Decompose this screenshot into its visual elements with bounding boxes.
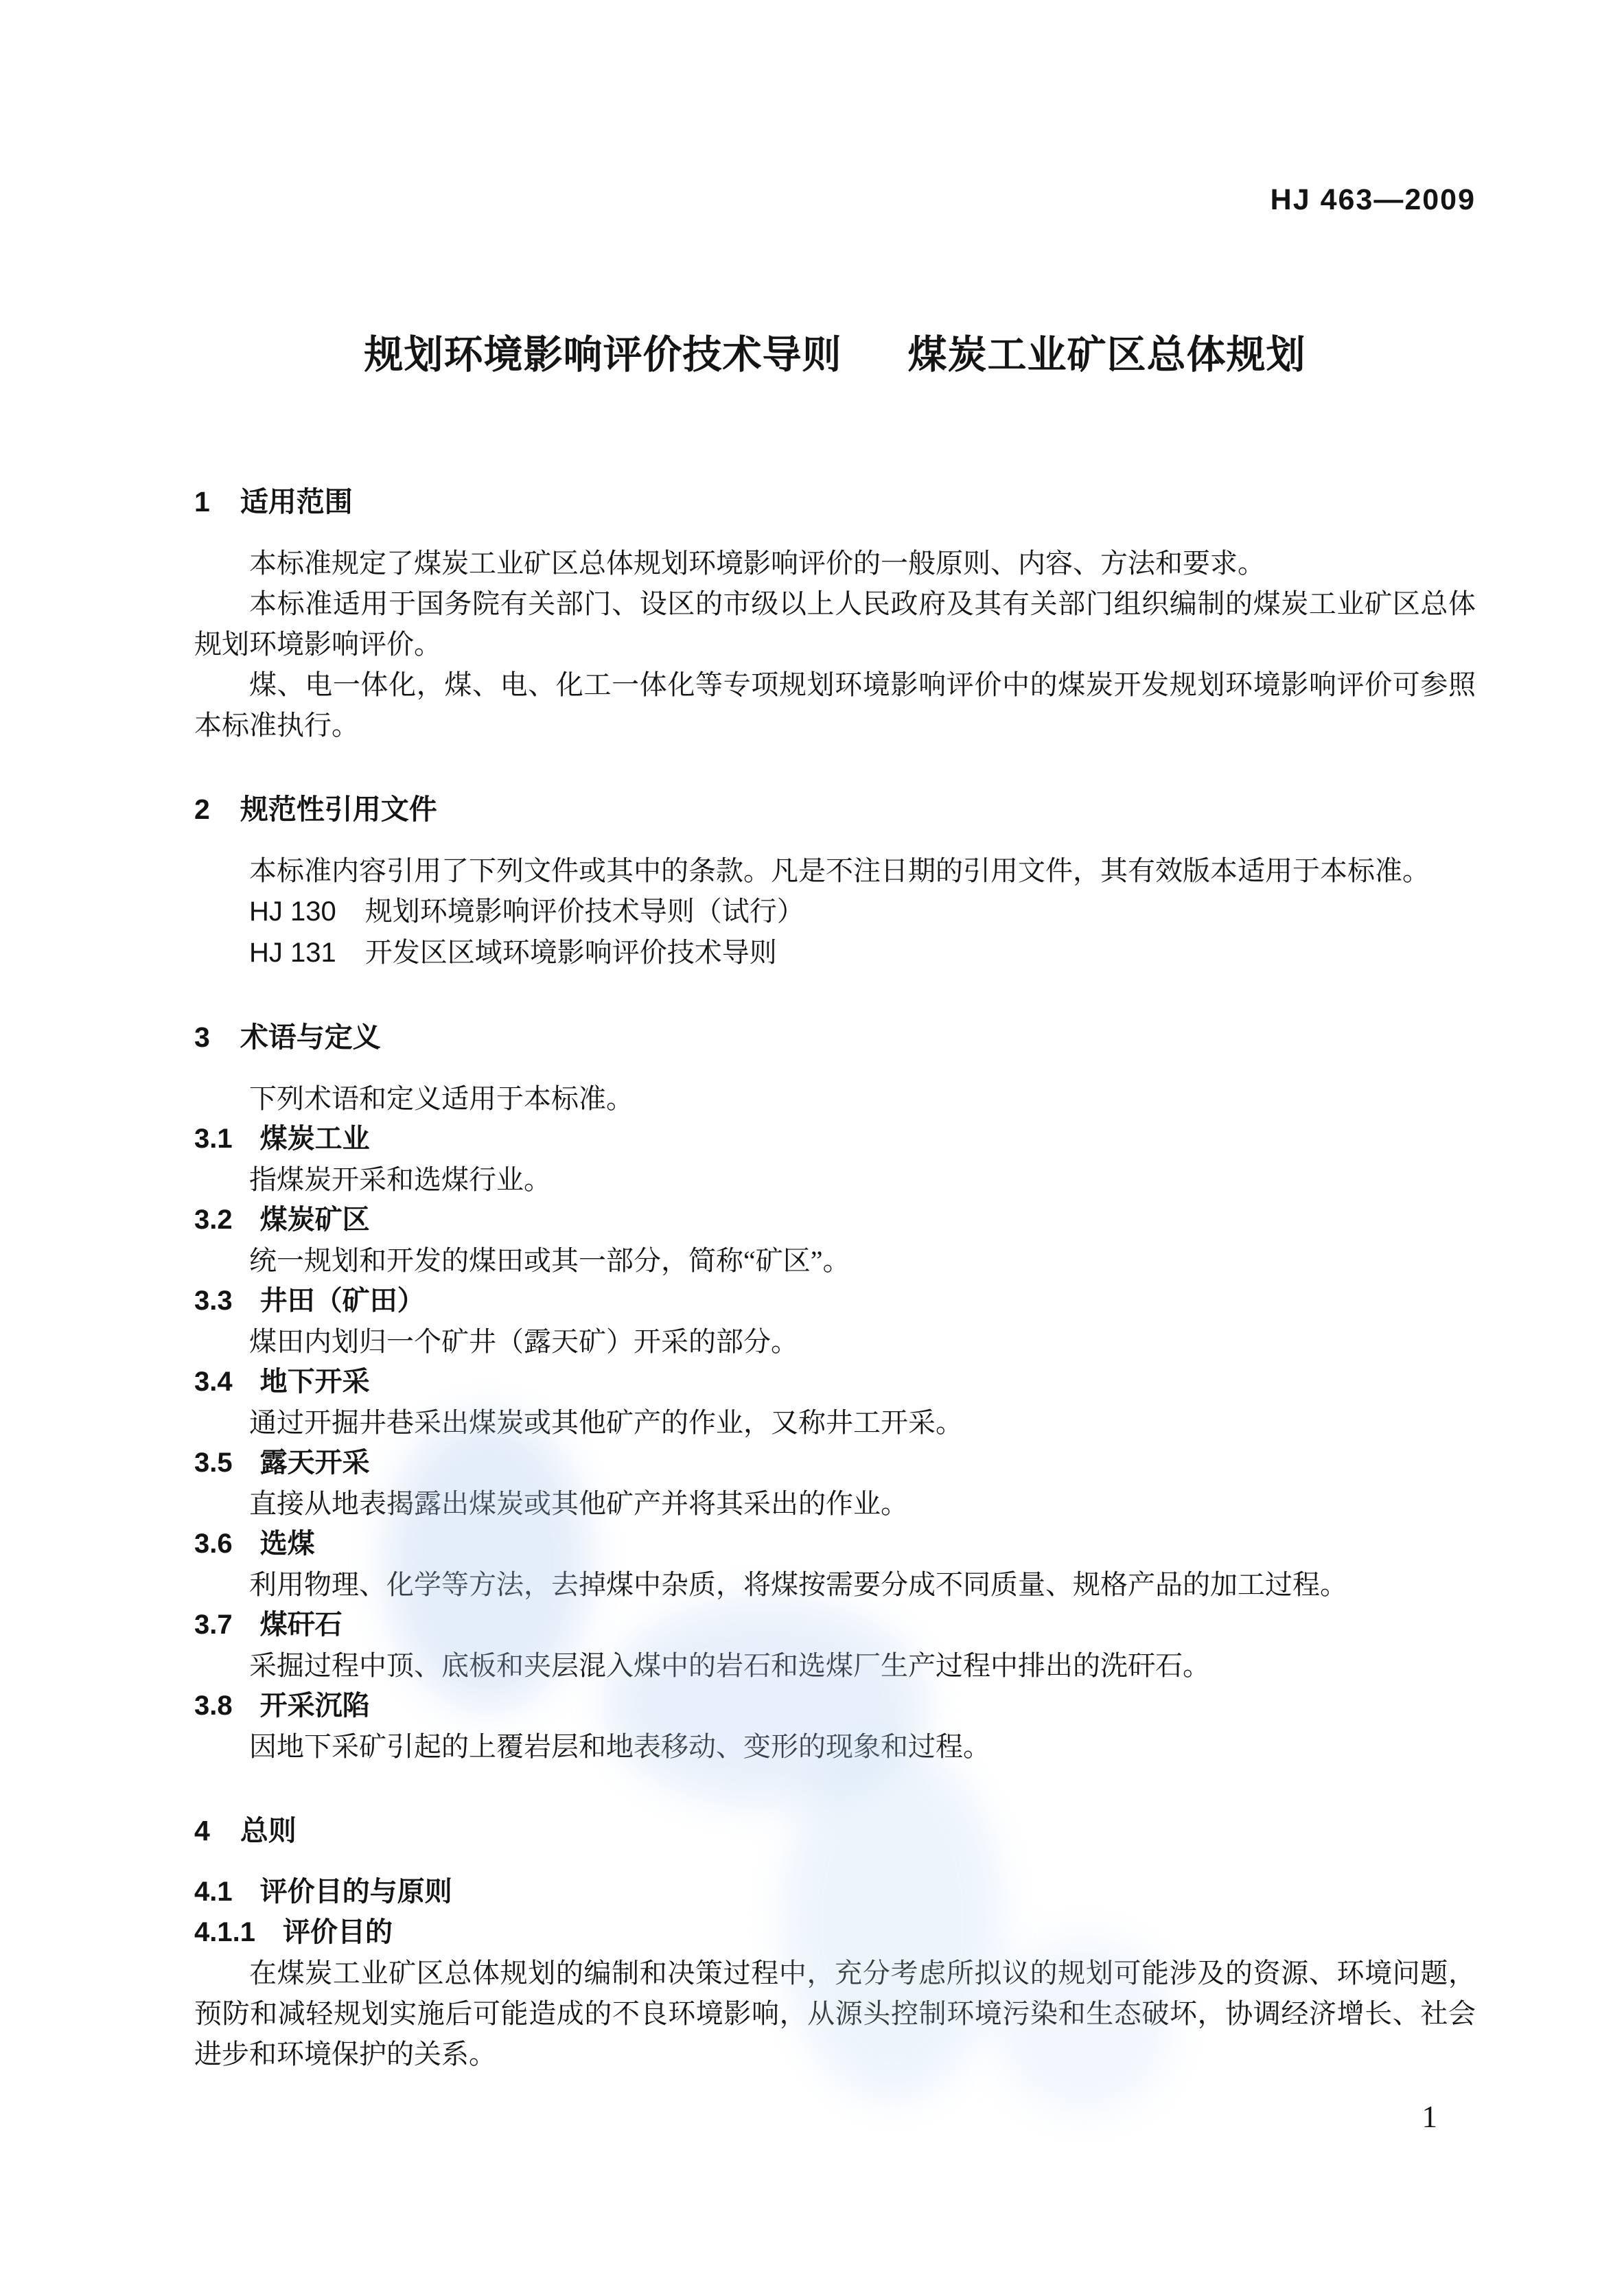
paragraph: 通过开掘井巷采出煤炭或其他矿产的作业，又称井工开采。: [249, 1406, 963, 1438]
paragraph: 指煤炭开采和选煤行业。: [249, 1163, 551, 1195]
reference-hj130: [194, 891, 1476, 932]
reference-code: HJ 131: [249, 937, 336, 968]
clause-number: 3.6: [194, 1528, 233, 1559]
clause-title: 井田（矿田）: [259, 1285, 425, 1316]
clause-title: 煤炭矿区: [259, 1204, 370, 1235]
paragraph: 直接从地表揭露出煤炭或其他矿产并将其采出的作业。: [249, 1487, 908, 1519]
clause-heading-3-8: [194, 1686, 1476, 1726]
clause-title: 选煤: [259, 1528, 315, 1559]
chapter-title: 总则: [240, 1814, 297, 1846]
standard-number: HJ 463—2009: [1270, 183, 1476, 216]
paragraph: 因地下采矿引起的上覆岩层和地表移动、变形的现象和过程。: [249, 1730, 990, 1762]
clause-heading-3-3: [194, 1281, 1476, 1321]
paragraph: 煤、电一体化，煤、电、化工一体化等专项规划环境影响评价中的煤炭开发规划环境影响评价可参照本标准执行。: [194, 669, 1476, 741]
clause-number: 4.1: [194, 1876, 233, 1907]
clause-heading-3-5: [194, 1443, 1476, 1483]
paragraph: 采掘过程中顶、底板和夹层混入煤中的岩石和选煤厂生产过程中排出的洗矸石。: [249, 1649, 1210, 1681]
clause-heading-3-2: [194, 1200, 1476, 1240]
paragraph: 统一规划和开发的煤田或其一部分，简称“矿区”。: [249, 1244, 850, 1276]
clause-title: 评价目的与原则: [259, 1876, 452, 1907]
document-title-part1: 规划环境影响评价技术导则: [364, 333, 842, 378]
document-title-part2: 煤炭工业矿区总体规划: [907, 333, 1306, 378]
paragraph: 下列术语和定义适用于本标准。: [249, 1082, 634, 1114]
clause-title: 露天开采: [259, 1447, 370, 1478]
clause-number: 3.4: [194, 1366, 233, 1397]
clause-number: 3.8: [194, 1690, 233, 1721]
chapter-heading-4: [194, 1811, 1476, 1851]
paragraph: 煤田内划归一个矿井（露天矿）开采的部分。: [249, 1325, 798, 1357]
document-title: [194, 332, 1476, 378]
reference-title: 规划环境影响评价技术导则（试行）: [364, 895, 804, 927]
chapter-heading-2: [194, 789, 1476, 830]
clause-number: 3.1: [194, 1123, 233, 1154]
clause-number: 3.3: [194, 1285, 233, 1316]
clause-title: 评价目的: [282, 1916, 393, 1947]
clause-title: 开采沉陷: [259, 1690, 370, 1721]
chapter-number: 1: [194, 485, 210, 518]
chapter-number: 4: [194, 1814, 210, 1846]
clause-heading-3-4: [194, 1362, 1476, 1402]
clause-number: 3.2: [194, 1204, 233, 1235]
chapter-number: 2: [194, 793, 210, 825]
reference-title: 开发区区域环境影响评价技术导则: [364, 936, 777, 968]
paragraph: 本标准规定了煤炭工业矿区总体规划环境影响评价的一般原则、内容、方法和要求。: [249, 547, 1265, 579]
clause-title: 煤炭工业: [259, 1123, 370, 1154]
clause-heading-3-6: [194, 1524, 1476, 1564]
page-number: 1: [1422, 2099, 1437, 2134]
paragraph: 利用物理、化学等方法，去掉煤中杂质，将煤按需要分成不同质量、规格产品的加工过程。: [249, 1568, 1347, 1600]
chapter-number: 3: [194, 1021, 210, 1053]
clause-heading-4-1-1: [194, 1912, 1476, 1953]
clause-number: 3.7: [194, 1609, 233, 1640]
chapter-heading-3: [194, 1017, 1476, 1058]
clause-number: 3.5: [194, 1447, 233, 1478]
paragraph: 本标准适用于国务院有关部门、设区的市级以上人民政府及其有关部门组织编制的煤炭工业矿区总体规划环境影响评价。: [194, 588, 1476, 660]
clause-title: 煤矸石: [259, 1609, 343, 1640]
clause-heading-3-7: [194, 1605, 1476, 1645]
chapter-title: 规范性引用文件: [240, 793, 437, 825]
chapter-heading-1: [194, 482, 1476, 522]
clause-heading-3-1: [194, 1119, 1476, 1159]
chapter-title: 适用范围: [240, 485, 353, 518]
reference-hj131: [194, 932, 1476, 973]
reference-code: HJ 130: [249, 896, 336, 927]
clause-heading-4-1: [194, 1872, 1476, 1912]
paragraph: 在煤炭工业矿区总体规划的编制和决策过程中，充分考虑所拟议的规划可能涉及的资源、环境问题，预防和减轻规划实施后可能造成的不良环境影响，从源头控制环境污染和生态破坏，协调经济增长、社会进步和环境保护的关系。: [194, 1957, 1476, 2069]
chapter-title: 术语与定义: [240, 1021, 381, 1053]
clause-title: 地下开采: [259, 1366, 370, 1397]
paragraph: 本标准内容引用了下列文件或其中的条款。凡是不注日期的引用文件，其有效版本适用于本标准。: [249, 855, 1430, 886]
clause-number: 4.1.1: [194, 1916, 255, 1947]
